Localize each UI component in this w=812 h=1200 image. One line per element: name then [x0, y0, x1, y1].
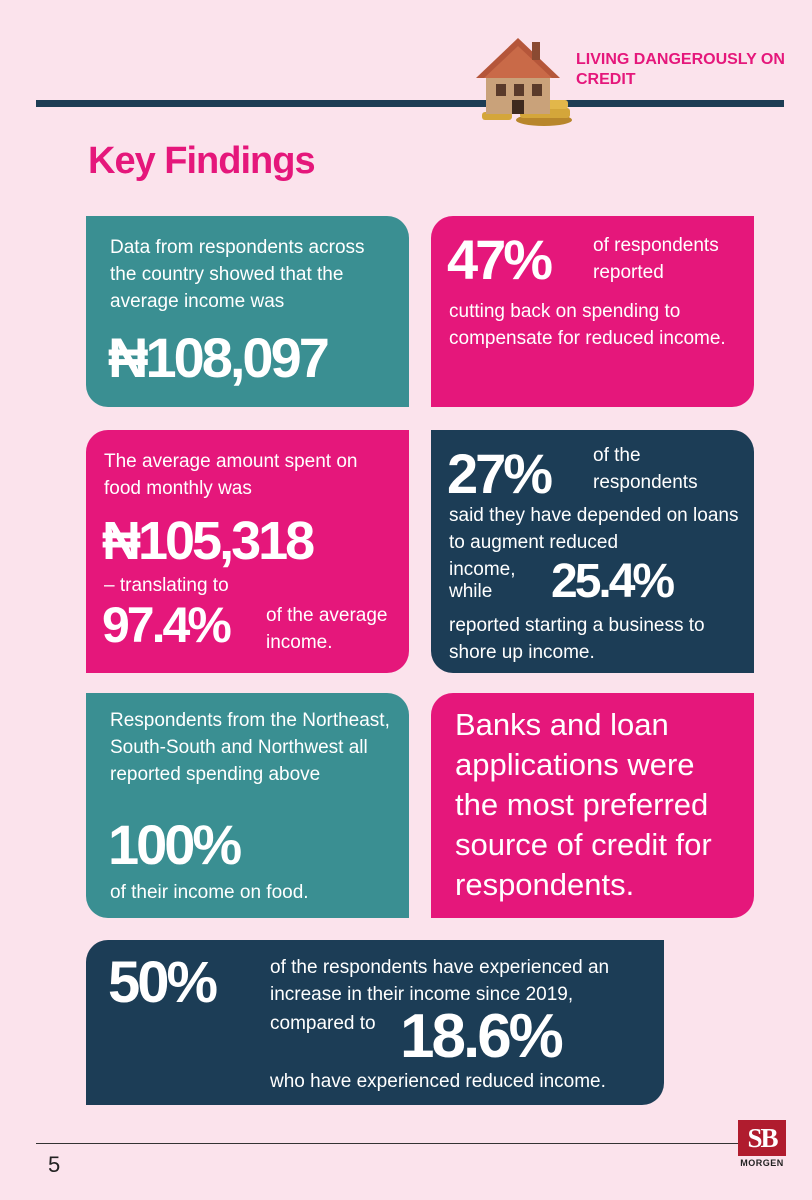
loans-side-text: of the respondents	[593, 445, 698, 493]
food-spending-mid-text: – translating to	[104, 575, 229, 596]
logo-mark: SB	[738, 1120, 786, 1156]
house-coins-illustration	[462, 24, 582, 134]
page-number: 5	[48, 1152, 61, 1177]
income-change-side-text: of the respondents have experienced an increase in their income since 2019,	[270, 957, 610, 1005]
food-spending-pct: 97.4%	[102, 597, 229, 653]
regions-value: 100%	[108, 813, 240, 876]
banks-card	[431, 693, 754, 918]
regions-below-text: of their income on food.	[110, 882, 309, 903]
banks-text: Banks and loan applications were the most preferred source of credit for respondents.	[455, 707, 712, 902]
food-spending-text: The average amount spent on food monthly was	[104, 451, 358, 499]
food-spending-value: ₦105,318	[102, 511, 313, 571]
header-rule	[36, 100, 784, 107]
income-change-mid-text: compared to	[270, 1013, 376, 1034]
income-card	[86, 216, 409, 407]
income-change-value2: 18.6%	[400, 1002, 561, 1071]
regions-card	[86, 693, 409, 918]
loans-below-text: reported starting a business to shore up income.	[449, 615, 705, 663]
header-title: LIVING DANGEROUSLY ON CREDIT	[576, 51, 785, 88]
income-change-card	[86, 940, 664, 1105]
loans-value: 27%	[447, 442, 551, 505]
spending-cut-card	[431, 216, 754, 407]
loans-line4-text: while	[449, 581, 493, 602]
income-change-value: 50%	[108, 950, 216, 1015]
income-change-below-text: who have experienced reduced income.	[270, 1071, 606, 1092]
loans-card	[431, 430, 754, 673]
spending-cut-side-text: of respondents reported	[593, 235, 719, 283]
loans-line3-text: income,	[449, 559, 516, 580]
income-card-text: Data from respondents across the country showed that the average income was	[110, 237, 365, 312]
loans-mid-text: said they have depended on loans to augment reduced	[449, 505, 739, 553]
loans-value2: 25.4%	[551, 555, 673, 608]
regions-text: Respondents from the Northeast, South-South and Northwest all reported spending above	[110, 710, 390, 785]
page-title: Key Findings	[88, 140, 315, 182]
footer-rule	[36, 1143, 738, 1144]
income-card-value: ₦108,097	[108, 326, 327, 389]
spending-cut-value: 47%	[447, 228, 551, 291]
food-spending-card	[86, 430, 409, 673]
logo-subtext: MORGEN	[740, 1158, 784, 1168]
food-spending-pct-text: of the average income.	[266, 605, 388, 653]
sb-morgen-logo	[738, 1120, 786, 1170]
spending-cut-text: cutting back on spending to compensate for reduced income.	[449, 301, 726, 349]
